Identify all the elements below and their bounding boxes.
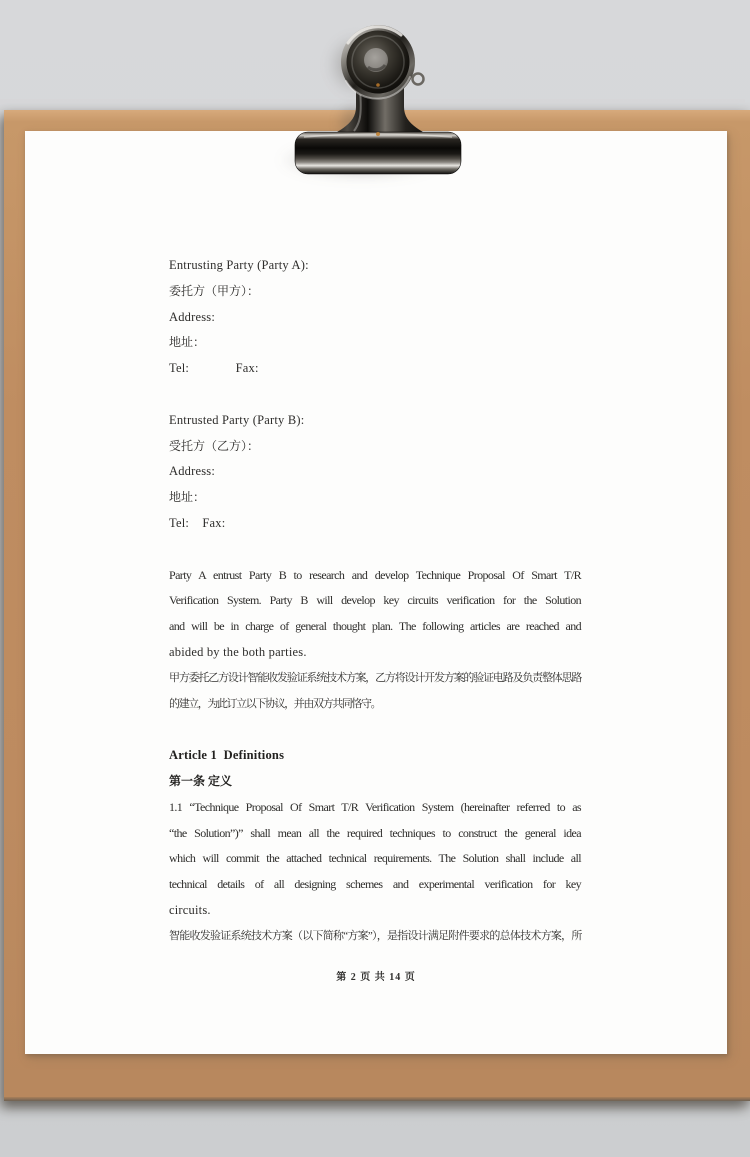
recital-english — [169, 563, 581, 666]
text-line: Article 1 Definitions — [169, 748, 285, 763]
text-line: which will commit the attached technical requirements. The Solution shall include all — [169, 851, 581, 866]
text-line: 的建立，为此订立以下协议，并由双方共同恪守。 — [169, 697, 381, 710]
text-line: 地址： — [169, 335, 206, 350]
text-line: 1.1 “Technique Proposal Of Smart T/R Verification System (hereinafter referred to as — [169, 799, 581, 814]
clause-1-1-english — [169, 795, 581, 924]
text-line: 委托方（甲方）： — [169, 283, 260, 298]
text-line: Entrusted Party (Party B): — [169, 412, 305, 427]
text-line: and will be in charge of general thought plan. The following articles are reached and — [169, 619, 581, 634]
text-line: Entrusting Party (Party A): — [169, 258, 309, 272]
text-line: 甲方委托乙方设计智能收发验证系统技术方案，乙方将设计开发方案的验证电路及负责整体思路 — [169, 671, 581, 684]
text-line: Address: — [169, 309, 216, 324]
binder-clip-icon — [290, 15, 470, 180]
text-line: 地址： — [169, 490, 206, 505]
text-line: Tel: Fax: — [169, 361, 259, 376]
paper-sheet — [25, 131, 727, 1054]
page-number-footer: 第 2 页 共 14 页 — [336, 972, 416, 983]
text-line: Tel: Fax: — [169, 515, 226, 530]
text-line: 智能收发验证系统技术方案（以下简称“方案”），是指设计满足附件要求的总体技术方案，所 — [169, 929, 581, 942]
text-line: 第一条 定义 — [169, 773, 233, 788]
text-line: 受托方（乙方）： — [169, 438, 260, 453]
document-text — [169, 253, 581, 950]
text-line: circuits. — [169, 902, 211, 917]
recital-chinese — [169, 666, 581, 718]
text-line: abided by the both parties. — [169, 644, 307, 659]
article-1-heading — [169, 743, 581, 795]
text-line: technical details of all designing schemes and experimental verification for key — [169, 877, 581, 892]
text-line: Address: — [169, 464, 216, 479]
text-line: Verification System. Party B will develop key circuits verification for the Solution — [169, 593, 581, 608]
text-line: “the Solution”)” shall mean all the required techniques to construct the general idea — [169, 825, 581, 840]
entrusted-party-block — [169, 408, 581, 537]
text-line: Party A entrust Party B to research and develop Technique Proposal Of Smart T/R — [169, 567, 581, 582]
entrusting-party-block — [169, 253, 581, 382]
clause-1-1-chinese — [169, 924, 581, 950]
